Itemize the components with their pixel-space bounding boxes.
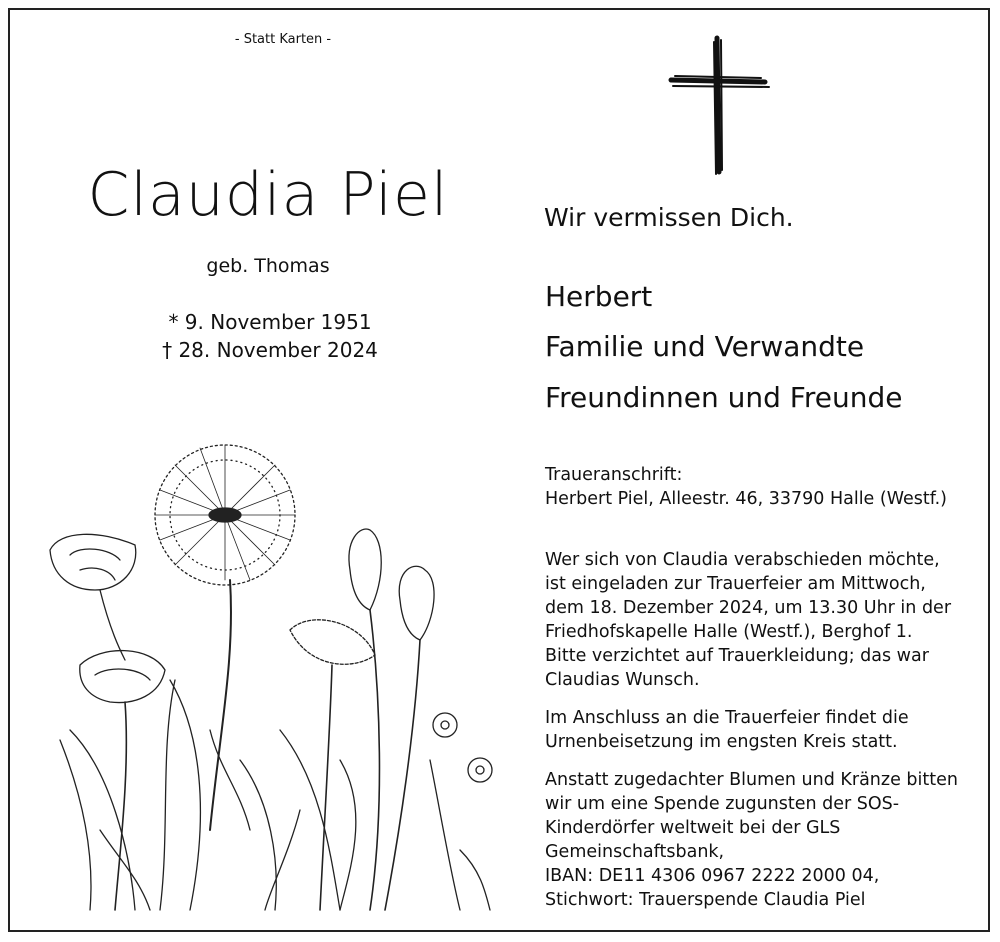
message: Wir vermissen Dich. [544,203,794,232]
mourner-1: Herbert [545,280,653,313]
deceased-name: Claudia Piel [87,160,449,230]
text-line: wir um eine Spende zugunsten der SOS- [545,794,900,814]
text-line: Wer sich von Claudia verabschieden möchte, [545,550,940,570]
burial-paragraph [545,706,909,754]
text-line: Friedhofskapelle Halle (Westf.), Berghof 1. [545,622,913,642]
birth-date: * 9. November 1951 [168,310,372,334]
mourning-address [545,463,947,511]
text-line: Claudias Wunsch. [545,670,700,690]
maiden-name: geb. Thomas [206,255,330,277]
text-line: ist eingeladen zur Trauerfeier am Mittwoch, [545,574,926,594]
text-line: Gemeinschaftsbank, [545,842,725,862]
mourner-3: Freundinnen und Freunde [545,381,903,414]
mourner-2: Familie und Verwandte [545,330,865,363]
text-line: Anstatt zugedachter Blumen und Kränze bitten [545,770,958,790]
death-date: † 28. November 2024 [162,338,378,362]
cross-icon [665,32,775,180]
flower-illustration [40,430,510,915]
address-value: Herbert Piel, Alleestr. 46, 33790 Halle (Westf.) [545,489,948,509]
text-line: Stichwort: Trauerspende Claudia Piel [545,890,866,910]
text-line: Kinderdörfer weltweit bei der GLS [545,818,841,838]
address-label: Traueranschrift: [545,465,683,485]
text-line: dem 18. Dezember 2024, um 13.30 Uhr in der [545,598,952,618]
text-line: Im Anschluss an die Trauerfeier findet die [545,708,909,728]
dandelion-icon [155,445,295,830]
ceremony-paragraph [545,548,951,692]
text-line: Bitte verzichtet auf Trauerkleidung; das war [545,646,929,666]
statt-karten-note: - Statt Karten - [234,32,332,47]
text-line: Urnenbeisetzung im engsten Kreis statt. [545,732,898,752]
donation-paragraph [545,768,958,912]
text-line: IBAN: DE11 4306 0967 2222 2000 04, [545,866,880,886]
